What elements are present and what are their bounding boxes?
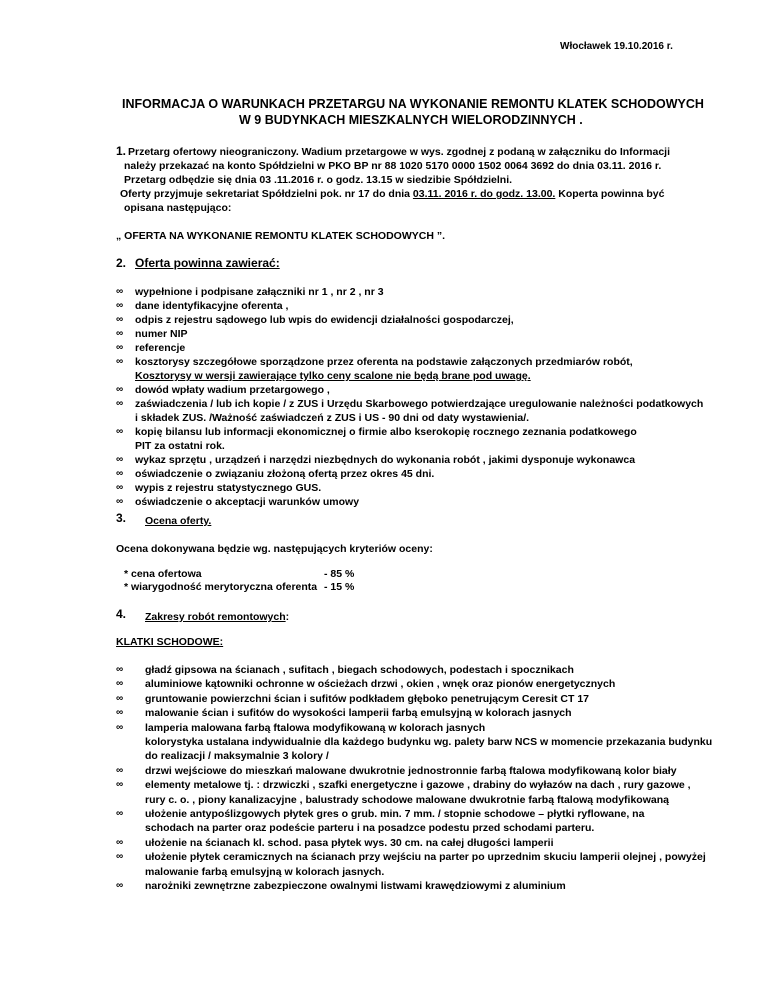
list-item: do realizacji / maksymalnie 3 kolory / <box>145 750 329 763</box>
section-4-number: 4. <box>116 607 127 621</box>
section-4-heading-colon: : <box>285 611 290 623</box>
section-3-heading: Ocena oferty. <box>145 515 212 527</box>
criteria-1-label: * cena ofertowa <box>124 568 202 580</box>
infinity-bullet-icon: ∞ <box>116 764 124 776</box>
list-item: kosztorysy szczegółowe sporządzone przez oferenta na podstawie załączonych przedmiarów robót, <box>135 356 633 368</box>
list-item-note: Kosztorysy w wersji zawierające tylko ceny scalone nie będą brane pod uwagę. <box>135 370 531 382</box>
infinity-bullet-icon: ∞ <box>116 328 124 339</box>
list-item: gruntowanie powierzchni ścian i sufitów podkładem głęboko penetrującym Ceresit CT 17 <box>145 692 590 705</box>
section-2-number: 2. <box>116 256 127 270</box>
section-3-intro: Ocena dokonywana będzie wg. następujących kryteriów oceny: <box>116 543 433 555</box>
list-item: oświadczenie o akceptacji warunków umowy <box>135 496 360 508</box>
criteria-2-label: * wiarygodność merytoryczna oferenta <box>124 581 318 593</box>
list-item: malowanie farbą emulsyjną w kolorach jasnych. <box>145 865 385 878</box>
list-item: kopię bilansu lub informacji ekonomicznej o firmie albo kserokopię rocznego zeznania podatkowego <box>135 426 637 438</box>
list-item: schodach na parter oraz podeście parteru i na posadzce podestu przed schodami parteru. <box>145 822 595 835</box>
infinity-bullet-icon: ∞ <box>116 468 124 479</box>
list-item: dane identyfikacyjne oferenta , <box>135 300 289 312</box>
infinity-bullet-icon: ∞ <box>116 808 124 819</box>
infinity-bullet-icon: ∞ <box>116 342 124 353</box>
section-1-line-4-tail: Koperta powinna być <box>555 188 665 200</box>
deadline-underlined: 03.11. 2016 r. do godz. 13.00. <box>412 188 556 200</box>
list-item: PIT za ostatni rok. <box>135 440 225 452</box>
list-item: aluminiowe kątowniki ochronne w ościeżach drzwi , okien , wnęk oraz pionów energetycznych <box>145 678 616 691</box>
infinity-bullet-icon: ∞ <box>116 454 124 465</box>
section-1-line-3: Przetarg odbędzie się dnia 03 .11.2016 r. o godz. 13.15 w siedzibie Spółdzielni. <box>124 174 513 186</box>
infinity-bullet-icon: ∞ <box>116 496 124 507</box>
section-2-heading: Oferta powinna zawierać: <box>135 256 280 270</box>
list-item: malowanie ścian i sufitów do wysokości lamperii farbą emulsyjną w kolorach jasnych <box>145 707 572 720</box>
stairwell-subheading: KLATKI SCHODOWE: <box>116 636 224 648</box>
infinity-bullet-icon: ∞ <box>116 426 124 437</box>
infinity-bullet-icon: ∞ <box>116 779 124 791</box>
document-title-line-2: W 9 BUDYNKACH MIESZKALNYCH WIELORODZINNYCH . <box>239 113 583 127</box>
section-1-line-4 <box>120 188 664 200</box>
criteria-2-value: - 15 % <box>324 581 355 593</box>
section-1-line-5: opisana następująco: <box>124 202 232 214</box>
list-item: ułożenie antypoślizgowych płytek gres o grub. min. 7 mm. / stopnie schodowe – płytki ryflowane, na <box>145 808 645 820</box>
infinity-bullet-icon: ∞ <box>116 300 124 311</box>
document-title-line-1: INFORMACJA O WARUNKACH PRZETARGU NA WYKONANIE REMONTU KLATEK SCHODOWYCH <box>122 97 704 111</box>
list-item: odpis z rejestru sądowego lub wpis do ewidencji działalności gospodarczej, <box>135 314 514 326</box>
list-item: numer NIP <box>135 328 188 340</box>
list-item: wykaz sprzętu , urządzeń i narzędzi niezbędnych do wykonania robót , jakimi dysponuje wykonawca <box>135 454 636 466</box>
infinity-bullet-icon: ∞ <box>116 880 124 891</box>
infinity-bullet-icon: ∞ <box>116 707 124 719</box>
section-1-line-2: należy przekazać na konto Spółdzielni w PKO BP nr 88 1020 5170 0000 1502 0064 3692 do dnia 03.11. 2016 r. <box>124 160 662 172</box>
infinity-bullet-icon: ∞ <box>116 314 124 325</box>
list-item: drzwi wejściowe do mieszkań malowane dwukrotnie jednostronnie farbą ftalowa modyfikowaną kolor biały <box>145 764 677 777</box>
list-item: oświadczenie o związaniu złożoną ofertą przez okres 45 dni. <box>135 468 435 480</box>
envelope-label: „ OFERTA NA WYKONANIE REMONTU KLATEK SCHODOWYCH ”. <box>116 230 445 242</box>
infinity-bullet-icon: ∞ <box>116 851 124 863</box>
infinity-bullet-icon: ∞ <box>116 286 124 297</box>
list-item: kolorystyka ustalana indywidualnie dla każdego budynku wg. palety barw NCS w momencie przekazania budynku <box>145 736 713 748</box>
list-item: rury c. o. , piony kanalizacyjne , balustrady schodowe malowane dwukrotnie farbą ftalową modyfikowaną <box>145 793 669 806</box>
list-item: lamperia malowana farbą ftalowa modyfikowaną w kolorach jasnych <box>145 721 486 734</box>
list-item: dowód wpłaty wadium przetargowego , <box>135 384 330 396</box>
section-1-line-4-text: Oferty przyjmuje sekretariat Spółdzielni pok. nr 17 do dnia <box>120 188 413 200</box>
list-item: referencje <box>135 342 186 354</box>
document-date: Włocławek 19.10.2016 r. <box>560 41 673 52</box>
list-item: zaświadczenia / lub ich kopie / z ZUS i Urzędu Skarbowego potwierdzające uregulowanie należności podatkowych <box>135 398 704 410</box>
list-item: elementy metalowe tj. : drzwiczki , szafki energetyczne i gazowe , drabiny do wyłazów na dach , rury gazowe , <box>145 779 691 792</box>
list-item: gładź gipsowa na ścianach , sufitach , biegach schodowych, podestach i spocznikach <box>145 664 574 676</box>
list-item: ułożenie płytek ceramicznych na ścianach przy wejściu na parter po uprzednim skuciu lamperii olejnej , powyżej <box>145 851 706 864</box>
list-item: i składek ZUS. /Ważność zaświadczeń z ZUS i US - 90 dni od daty wystawienia/. <box>135 412 530 424</box>
infinity-bullet-icon: ∞ <box>116 678 124 690</box>
infinity-bullet-icon: ∞ <box>116 398 124 409</box>
section-4-heading-text: Zakresy robót remontowych <box>145 611 286 623</box>
list-item: narożniki zewnętrzne zabezpieczone owalnymi listwami krawędziowymi z aluminium <box>145 880 566 892</box>
infinity-bullet-icon: ∞ <box>116 692 124 704</box>
list-item: ułożenie na ścianach kl. schod. pasa płytek wys. 30 cm. na całej długości lamperii <box>145 836 554 849</box>
section-3-number: 3. <box>116 511 127 525</box>
infinity-bullet-icon: ∞ <box>116 356 124 367</box>
infinity-bullet-icon: ∞ <box>116 482 124 493</box>
criteria-1-value: - 85 % <box>324 568 355 580</box>
section-1-number: 1. <box>116 144 127 158</box>
section-1-line-1: Przetarg ofertowy nieograniczony. Wadium przetargowe w wys. zgodnej z podaną w załączniku do Informacji <box>128 146 671 158</box>
list-item: wypełnione i podpisane załączniki nr 1 , nr 2 , nr 3 <box>135 286 384 298</box>
infinity-bullet-icon: ∞ <box>116 664 124 675</box>
infinity-bullet-icon: ∞ <box>116 384 124 395</box>
list-item: wypis z rejestru statystycznego GUS. <box>135 482 322 494</box>
infinity-bullet-icon: ∞ <box>116 721 124 733</box>
infinity-bullet-icon: ∞ <box>116 836 124 848</box>
section-4-heading <box>145 611 289 623</box>
